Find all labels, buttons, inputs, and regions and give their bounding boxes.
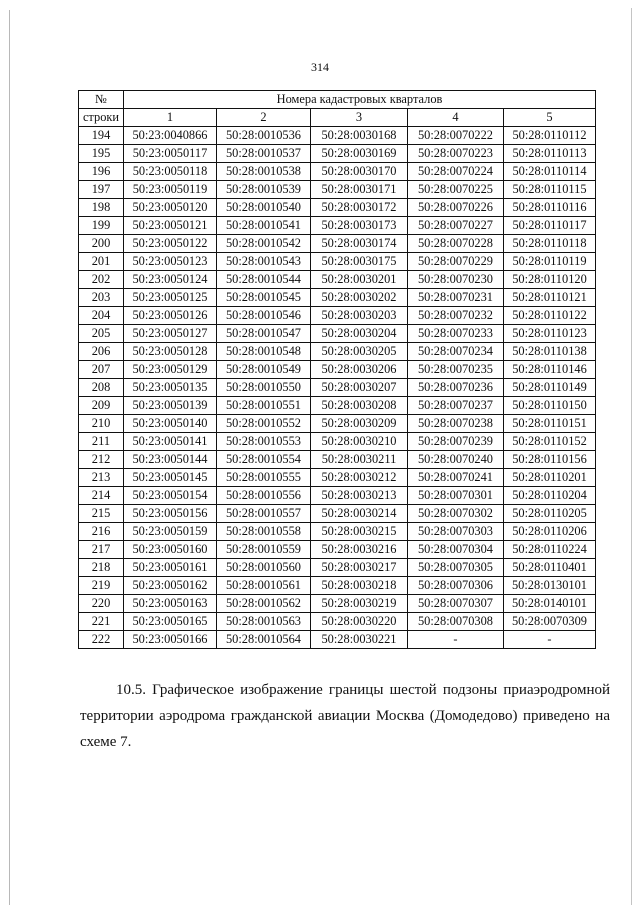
row-number-cell: 213 [79, 469, 124, 487]
column-number-3: 3 [311, 109, 408, 127]
cadastral-number-cell: 50:28:0030205 [311, 343, 408, 361]
cadastral-number-cell: 50:28:0130101 [504, 577, 596, 595]
row-number-cell: 217 [79, 541, 124, 559]
cadastral-number-cell: 50:28:0010545 [217, 289, 311, 307]
cadastral-number-cell: 50:23:0050117 [124, 145, 217, 163]
cadastral-number-cell: 50:28:0010563 [217, 613, 311, 631]
cadastral-number-cell: 50:28:0070308 [408, 613, 504, 631]
row-number-cell: 197 [79, 181, 124, 199]
cadastral-number-cell: 50:28:0010551 [217, 397, 311, 415]
cadastral-number-cell: 50:23:0050159 [124, 523, 217, 541]
table-subheader-row [79, 109, 596, 127]
cadastral-number-cell: 50:28:0110150 [504, 397, 596, 415]
table-row [79, 595, 596, 613]
table-row [79, 631, 596, 649]
row-number-cell: 195 [79, 145, 124, 163]
table-row [79, 469, 596, 487]
table-row [79, 343, 596, 361]
table-row [79, 613, 596, 631]
cadastral-number-cell: 50:23:0050118 [124, 163, 217, 181]
cadastral-number-cell: 50:23:0050154 [124, 487, 217, 505]
cadastral-number-cell: 50:28:0030214 [311, 505, 408, 523]
header-row-number-symbol: № [79, 91, 124, 109]
cadastral-number-cell: 50:28:0070228 [408, 235, 504, 253]
cadastral-number-cell: 50:23:0050128 [124, 343, 217, 361]
cadastral-number-cell: 50:28:0030215 [311, 523, 408, 541]
cadastral-number-cell: 50:23:0050144 [124, 451, 217, 469]
cadastral-number-cell: 50:28:0030202 [311, 289, 408, 307]
cadastral-number-cell: 50:28:0110149 [504, 379, 596, 397]
cadastral-number-cell: 50:28:0010539 [217, 181, 311, 199]
cadastral-number-cell: 50:28:0010542 [217, 235, 311, 253]
cadastral-number-cell: 50:28:0070239 [408, 433, 504, 451]
cadastral-number-cell: 50:28:0070229 [408, 253, 504, 271]
cadastral-number-cell: 50:28:0010546 [217, 307, 311, 325]
cadastral-number-cell: 50:28:0070241 [408, 469, 504, 487]
column-number-5: 5 [504, 109, 596, 127]
cadastral-number-cell: 50:28:0010556 [217, 487, 311, 505]
cadastral-number-cell: 50:28:0030208 [311, 397, 408, 415]
table-row [79, 541, 596, 559]
table-row [79, 433, 596, 451]
cadastral-number-cell: 50:28:0030210 [311, 433, 408, 451]
cadastral-number-cell: 50:28:0070303 [408, 523, 504, 541]
cadastral-number-cell: 50:28:0110138 [504, 343, 596, 361]
cadastral-number-cell: 50:28:0110224 [504, 541, 596, 559]
table-row [79, 145, 596, 163]
cadastral-number-cell: 50:28:0010560 [217, 559, 311, 577]
table-row [79, 397, 596, 415]
cadastral-number-cell: 50:28:0030212 [311, 469, 408, 487]
cadastral-number-cell: 50:28:0030170 [311, 163, 408, 181]
cadastral-quarters-table [78, 90, 596, 649]
cadastral-number-cell: 50:28:0110122 [504, 307, 596, 325]
cadastral-number-cell: 50:23:0050126 [124, 307, 217, 325]
cadastral-number-cell: 50:28:0030213 [311, 487, 408, 505]
cadastral-number-cell: 50:28:0070222 [408, 127, 504, 145]
cadastral-number-cell: 50:28:0110201 [504, 469, 596, 487]
cadastral-number-cell: 50:28:0010555 [217, 469, 311, 487]
cadastral-number-cell: 50:28:0030217 [311, 559, 408, 577]
cadastral-number-cell: 50:28:0070305 [408, 559, 504, 577]
table-row [79, 127, 596, 145]
cadastral-number-cell: 50:28:0070307 [408, 595, 504, 613]
cadastral-number-cell: 50:23:0050135 [124, 379, 217, 397]
cadastral-number-cell: 50:28:0070232 [408, 307, 504, 325]
table-row [79, 253, 596, 271]
cadastral-number-cell: 50:28:0030211 [311, 451, 408, 469]
cadastral-number-cell: 50:28:0110123 [504, 325, 596, 343]
table-row [79, 505, 596, 523]
cadastral-number-cell: 50:28:0070233 [408, 325, 504, 343]
table-row [79, 181, 596, 199]
table-row [79, 271, 596, 289]
cadastral-number-cell: 50:23:0050161 [124, 559, 217, 577]
table-row [79, 451, 596, 469]
table-row [79, 289, 596, 307]
row-number-cell: 218 [79, 559, 124, 577]
cadastral-number-cell: - [504, 631, 596, 649]
table-body [79, 127, 596, 649]
cadastral-number-cell: 50:23:0050129 [124, 361, 217, 379]
cadastral-number-cell: 50:23:0050140 [124, 415, 217, 433]
cadastral-number-cell: 50:28:0070223 [408, 145, 504, 163]
cadastral-number-cell: 50:23:0050139 [124, 397, 217, 415]
cadastral-number-cell: - [408, 631, 504, 649]
cadastral-number-cell: 50:23:0050141 [124, 433, 217, 451]
cadastral-number-cell: 50:23:0050156 [124, 505, 217, 523]
cadastral-number-cell: 50:28:0110116 [504, 199, 596, 217]
row-number-cell: 216 [79, 523, 124, 541]
table-row [79, 217, 596, 235]
cadastral-number-cell: 50:28:0070225 [408, 181, 504, 199]
cadastral-number-cell: 50:28:0030168 [311, 127, 408, 145]
column-number-2: 2 [217, 109, 311, 127]
cadastral-number-cell: 50:28:0110204 [504, 487, 596, 505]
table-row [79, 163, 596, 181]
body-paragraph: 10.5. Графическое изображение границы шестой подзоны приаэродромной территории аэродрома гражданской авиации Москва (Домодедово) приведено на схеме 7. [80, 682, 610, 750]
scan-edge-left [9, 10, 10, 905]
cadastral-number-cell: 50:23:0050127 [124, 325, 217, 343]
cadastral-number-cell: 50:28:0110120 [504, 271, 596, 289]
cadastral-number-cell: 50:23:0050165 [124, 613, 217, 631]
cadastral-number-cell: 50:28:0110401 [504, 559, 596, 577]
cadastral-number-cell: 50:23:0050123 [124, 253, 217, 271]
row-number-cell: 208 [79, 379, 124, 397]
scan-edge-right [631, 8, 632, 905]
cadastral-number-cell: 50:28:0110119 [504, 253, 596, 271]
row-number-cell: 203 [79, 289, 124, 307]
table-row [79, 361, 596, 379]
row-number-cell: 212 [79, 451, 124, 469]
cadastral-number-cell: 50:28:0030207 [311, 379, 408, 397]
cadastral-number-cell: 50:28:0110113 [504, 145, 596, 163]
cadastral-number-cell: 50:28:0030175 [311, 253, 408, 271]
cadastral-number-cell: 50:28:0110156 [504, 451, 596, 469]
cadastral-number-cell: 50:28:0110151 [504, 415, 596, 433]
table-row [79, 379, 596, 397]
row-number-cell: 199 [79, 217, 124, 235]
cadastral-number-cell: 50:28:0010536 [217, 127, 311, 145]
cadastral-number-cell: 50:28:0010550 [217, 379, 311, 397]
cadastral-number-cell: 50:28:0110114 [504, 163, 596, 181]
cadastral-number-cell: 50:28:0010544 [217, 271, 311, 289]
row-number-cell: 211 [79, 433, 124, 451]
cadastral-number-cell: 50:28:0070301 [408, 487, 504, 505]
cadastral-number-cell: 50:28:0070235 [408, 361, 504, 379]
row-number-cell: 209 [79, 397, 124, 415]
cadastral-number-cell: 50:28:0070234 [408, 343, 504, 361]
table-row [79, 523, 596, 541]
cadastral-number-cell: 50:28:0030216 [311, 541, 408, 559]
row-number-cell: 221 [79, 613, 124, 631]
row-number-cell: 202 [79, 271, 124, 289]
cadastral-number-cell: 50:28:0030209 [311, 415, 408, 433]
cadastral-number-cell: 50:28:0010541 [217, 217, 311, 235]
cadastral-number-cell: 50:28:0010557 [217, 505, 311, 523]
cadastral-number-cell: 50:28:0010554 [217, 451, 311, 469]
cadastral-number-cell: 50:28:0110205 [504, 505, 596, 523]
cadastral-number-cell: 50:28:0110146 [504, 361, 596, 379]
cadastral-number-cell: 50:28:0110118 [504, 235, 596, 253]
cadastral-number-cell: 50:28:0010553 [217, 433, 311, 451]
cadastral-number-cell: 50:28:0010562 [217, 595, 311, 613]
cadastral-number-cell: 50:28:0030171 [311, 181, 408, 199]
cadastral-number-cell: 50:28:0030201 [311, 271, 408, 289]
cadastral-number-cell: 50:28:0110206 [504, 523, 596, 541]
row-number-cell: 200 [79, 235, 124, 253]
row-number-cell: 215 [79, 505, 124, 523]
cadastral-number-cell: 50:28:0030172 [311, 199, 408, 217]
cadastral-number-cell: 50:28:0010561 [217, 577, 311, 595]
cadastral-number-cell: 50:28:0010552 [217, 415, 311, 433]
cadastral-number-cell: 50:28:0070304 [408, 541, 504, 559]
cadastral-number-cell: 50:28:0010549 [217, 361, 311, 379]
cadastral-number-cell: 50:23:0050119 [124, 181, 217, 199]
table-row [79, 235, 596, 253]
table-row [79, 415, 596, 433]
cadastral-number-cell: 50:28:0110152 [504, 433, 596, 451]
cadastral-number-cell: 50:23:0050145 [124, 469, 217, 487]
cadastral-number-cell: 50:28:0030220 [311, 613, 408, 631]
cadastral-number-cell: 50:28:0070306 [408, 577, 504, 595]
row-number-cell: 205 [79, 325, 124, 343]
row-number-cell: 222 [79, 631, 124, 649]
cadastral-number-cell: 50:28:0030169 [311, 145, 408, 163]
cadastral-number-cell: 50:28:0030174 [311, 235, 408, 253]
cadastral-number-cell: 50:28:0030173 [311, 217, 408, 235]
cadastral-number-cell: 50:23:0050125 [124, 289, 217, 307]
cadastral-number-cell: 50:28:0030221 [311, 631, 408, 649]
cadastral-number-cell: 50:23:0050166 [124, 631, 217, 649]
cadastral-number-cell: 50:23:0050163 [124, 595, 217, 613]
cadastral-number-cell: 50:28:0010538 [217, 163, 311, 181]
row-number-cell: 194 [79, 127, 124, 145]
table-row [79, 199, 596, 217]
cadastral-number-cell: 50:28:0010564 [217, 631, 311, 649]
cadastral-number-cell: 50:28:0070226 [408, 199, 504, 217]
row-number-cell: 201 [79, 253, 124, 271]
cadastral-number-cell: 50:28:0070227 [408, 217, 504, 235]
cadastral-number-cell: 50:28:0010547 [217, 325, 311, 343]
table-row [79, 577, 596, 595]
cadastral-number-cell: 50:28:0030219 [311, 595, 408, 613]
table-row [79, 307, 596, 325]
table-row [79, 487, 596, 505]
cadastral-number-cell: 50:23:0050122 [124, 235, 217, 253]
column-number-4: 4 [408, 109, 504, 127]
cadastral-number-cell: 50:28:0070302 [408, 505, 504, 523]
cadastral-number-cell: 50:28:0140101 [504, 595, 596, 613]
row-number-cell: 214 [79, 487, 124, 505]
cadastral-number-cell: 50:23:0050160 [124, 541, 217, 559]
cadastral-number-cell: 50:28:0010543 [217, 253, 311, 271]
cadastral-number-cell: 50:28:0070224 [408, 163, 504, 181]
cadastral-number-cell: 50:28:0070236 [408, 379, 504, 397]
row-number-cell: 220 [79, 595, 124, 613]
row-number-cell: 206 [79, 343, 124, 361]
cadastral-number-cell: 50:23:0050121 [124, 217, 217, 235]
table-header-row [79, 91, 596, 109]
row-number-cell: 204 [79, 307, 124, 325]
cadastral-number-cell: 50:28:0110115 [504, 181, 596, 199]
cadastral-number-cell: 50:23:0040866 [124, 127, 217, 145]
cadastral-number-cell: 50:28:0110112 [504, 127, 596, 145]
page-number: 314 [311, 60, 329, 74]
cadastral-number-cell: 50:28:0110117 [504, 217, 596, 235]
cadastral-number-cell: 50:28:0010540 [217, 199, 311, 217]
header-cadastral-quarters: Номера кадастровых кварталов [124, 91, 596, 109]
cadastral-number-cell: 50:23:0050162 [124, 577, 217, 595]
column-number-1: 1 [124, 109, 217, 127]
cadastral-number-cell: 50:23:0050124 [124, 271, 217, 289]
cadastral-number-cell: 50:28:0030203 [311, 307, 408, 325]
table-row [79, 559, 596, 577]
cadastral-number-cell: 50:28:0030206 [311, 361, 408, 379]
header-row-label: строки [79, 109, 124, 127]
cadastral-number-cell: 50:28:0070230 [408, 271, 504, 289]
cadastral-number-cell: 50:28:0010559 [217, 541, 311, 559]
row-number-cell: 210 [79, 415, 124, 433]
cadastral-number-cell: 50:28:0010537 [217, 145, 311, 163]
cadastral-number-cell: 50:28:0070238 [408, 415, 504, 433]
cadastral-number-cell: 50:28:0030204 [311, 325, 408, 343]
row-number-cell: 219 [79, 577, 124, 595]
row-number-cell: 198 [79, 199, 124, 217]
row-number-cell: 196 [79, 163, 124, 181]
cadastral-number-cell: 50:28:0010558 [217, 523, 311, 541]
table-row [79, 325, 596, 343]
row-number-cell: 207 [79, 361, 124, 379]
cadastral-number-cell: 50:28:0110121 [504, 289, 596, 307]
cadastral-number-cell: 50:23:0050120 [124, 199, 217, 217]
cadastral-number-cell: 50:28:0070309 [504, 613, 596, 631]
cadastral-number-cell: 50:28:0030218 [311, 577, 408, 595]
cadastral-number-cell: 50:28:0010548 [217, 343, 311, 361]
cadastral-number-cell: 50:28:0070237 [408, 397, 504, 415]
cadastral-number-cell: 50:28:0070240 [408, 451, 504, 469]
cadastral-number-cell: 50:28:0070231 [408, 289, 504, 307]
